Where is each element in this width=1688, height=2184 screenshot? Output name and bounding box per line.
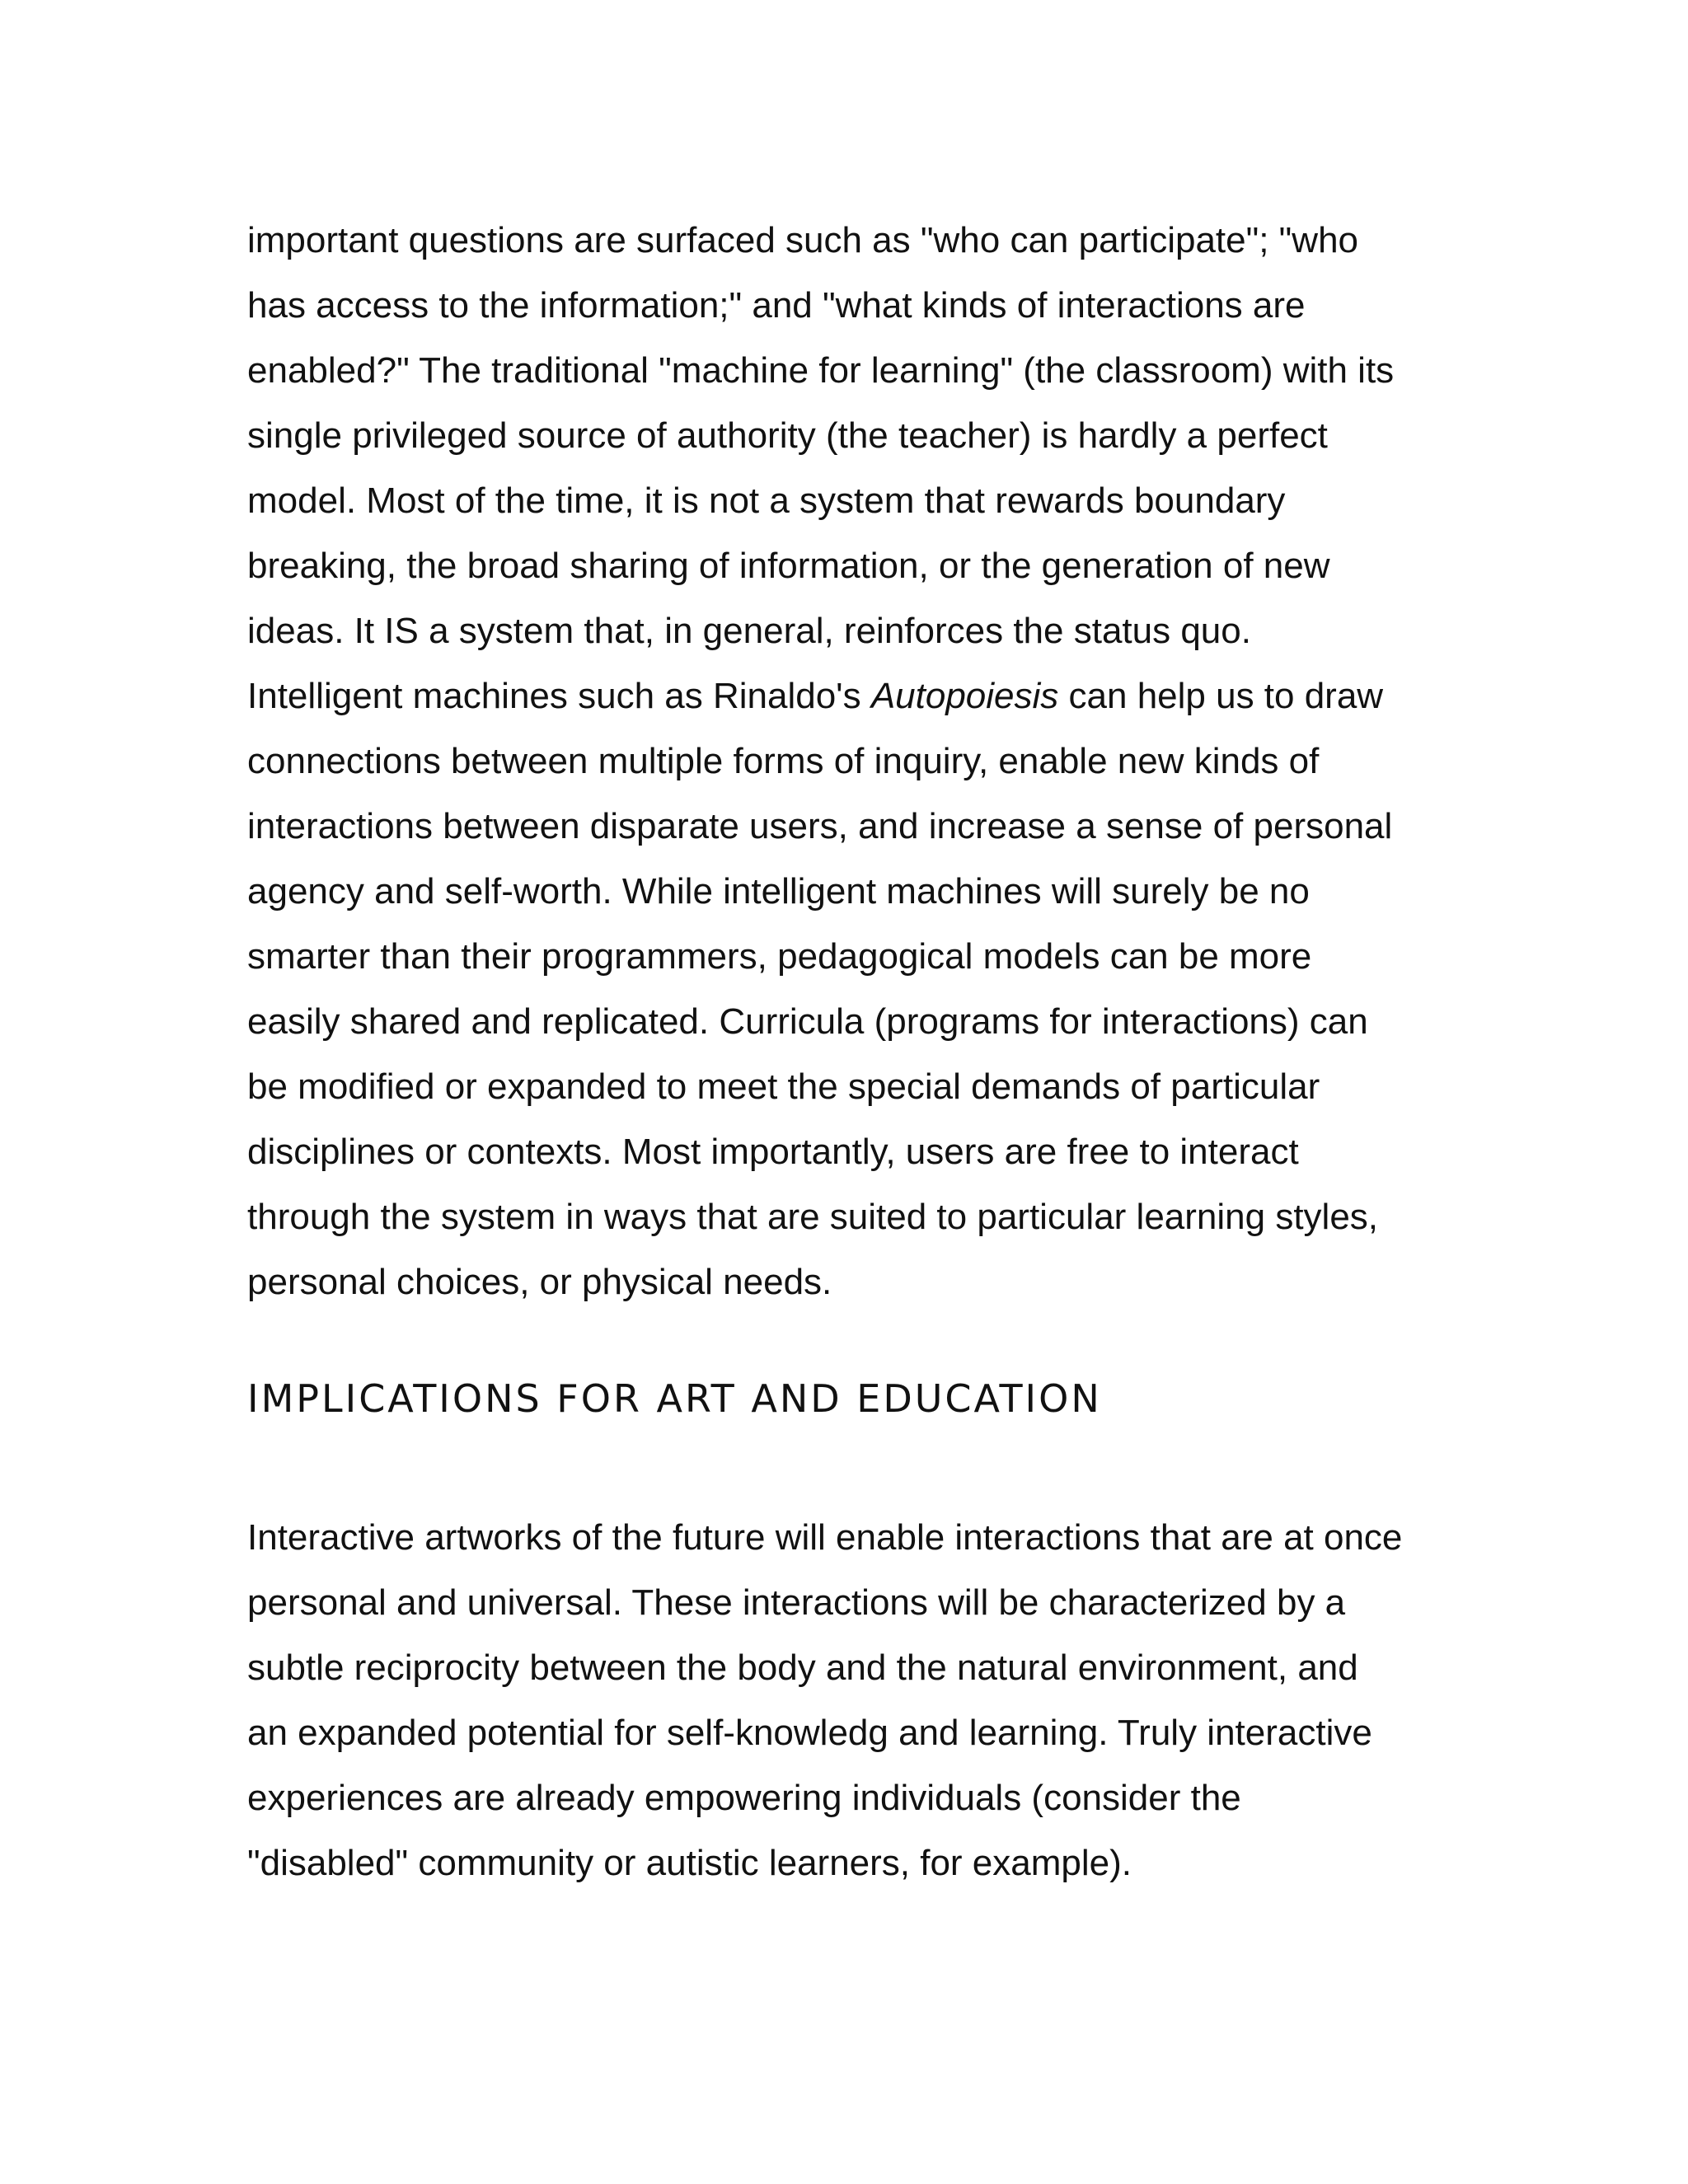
text-line: interactions between disparate users, and increase a sense of personal (247, 806, 1393, 846)
text-line: subtle reciprocity between the body and the natural environment, and (247, 1647, 1358, 1688)
text-line: important questions are surfaced such as "who can participate"; "who (247, 220, 1359, 260)
text-line: "disabled" community or autistic learners, for example). (247, 1843, 1132, 1883)
text-line: experiences are already empowering individuals (consider the (247, 1778, 1241, 1818)
text-line: personal choices, or physical needs. (247, 1262, 832, 1302)
text-line: single privileged source of authority (the teacher) is hardly a perfect (247, 415, 1328, 456)
text-line: enabled?" The traditional "machine for learning" (the classroom) with its (247, 350, 1395, 391)
text-line: through the system in ways that are suited to particular learning styles, (247, 1197, 1379, 1237)
text-line: an expanded potential for self-knowledg and learning. Truly interactive (247, 1713, 1372, 1753)
text-line: model. Most of the time, it is not a system that rewards boundary (247, 480, 1286, 521)
text-line: agency and self-worth. While intelligent machines will surely be no (247, 871, 1310, 912)
text-line: personal and universal. These interactions will be characterized by a (247, 1582, 1346, 1623)
section-heading: IMPLICATIONS FOR ART AND EDUCATION (247, 1376, 1102, 1421)
text-line: ideas. It IS a system that, in general, reinforces the status quo. (247, 611, 1251, 651)
text-line: connections between multiple forms of inquiry, enable new kinds of (247, 741, 1320, 781)
text-segment: Intelligent machines such as Rinaldo's (247, 676, 871, 716)
body-paragraph-2 (247, 1505, 1459, 1896)
italic-title: Autopoiesis (870, 676, 1059, 716)
text-line: smarter than their programmers, pedagogical models can be more (247, 936, 1312, 977)
text-line-with-italic (247, 663, 1459, 729)
text-line: disciplines or contexts. Most importantly, users are free to interact (247, 1132, 1299, 1172)
text-line: breaking, the broad sharing of information, or the generation of new (247, 546, 1330, 586)
text-line: has access to the information;" and "what kinds of interactions are (247, 285, 1306, 326)
text-line: be modified or expanded to meet the special demands of particular (247, 1066, 1320, 1107)
text-line: easily shared and replicated. Curricula (programs for interactions) can (247, 1001, 1368, 1042)
body-paragraph-1 (247, 208, 1459, 1315)
text-line: Interactive artworks of the future will enable interactions that are at once (247, 1517, 1403, 1558)
text-segment: can help us to draw (1058, 676, 1384, 716)
